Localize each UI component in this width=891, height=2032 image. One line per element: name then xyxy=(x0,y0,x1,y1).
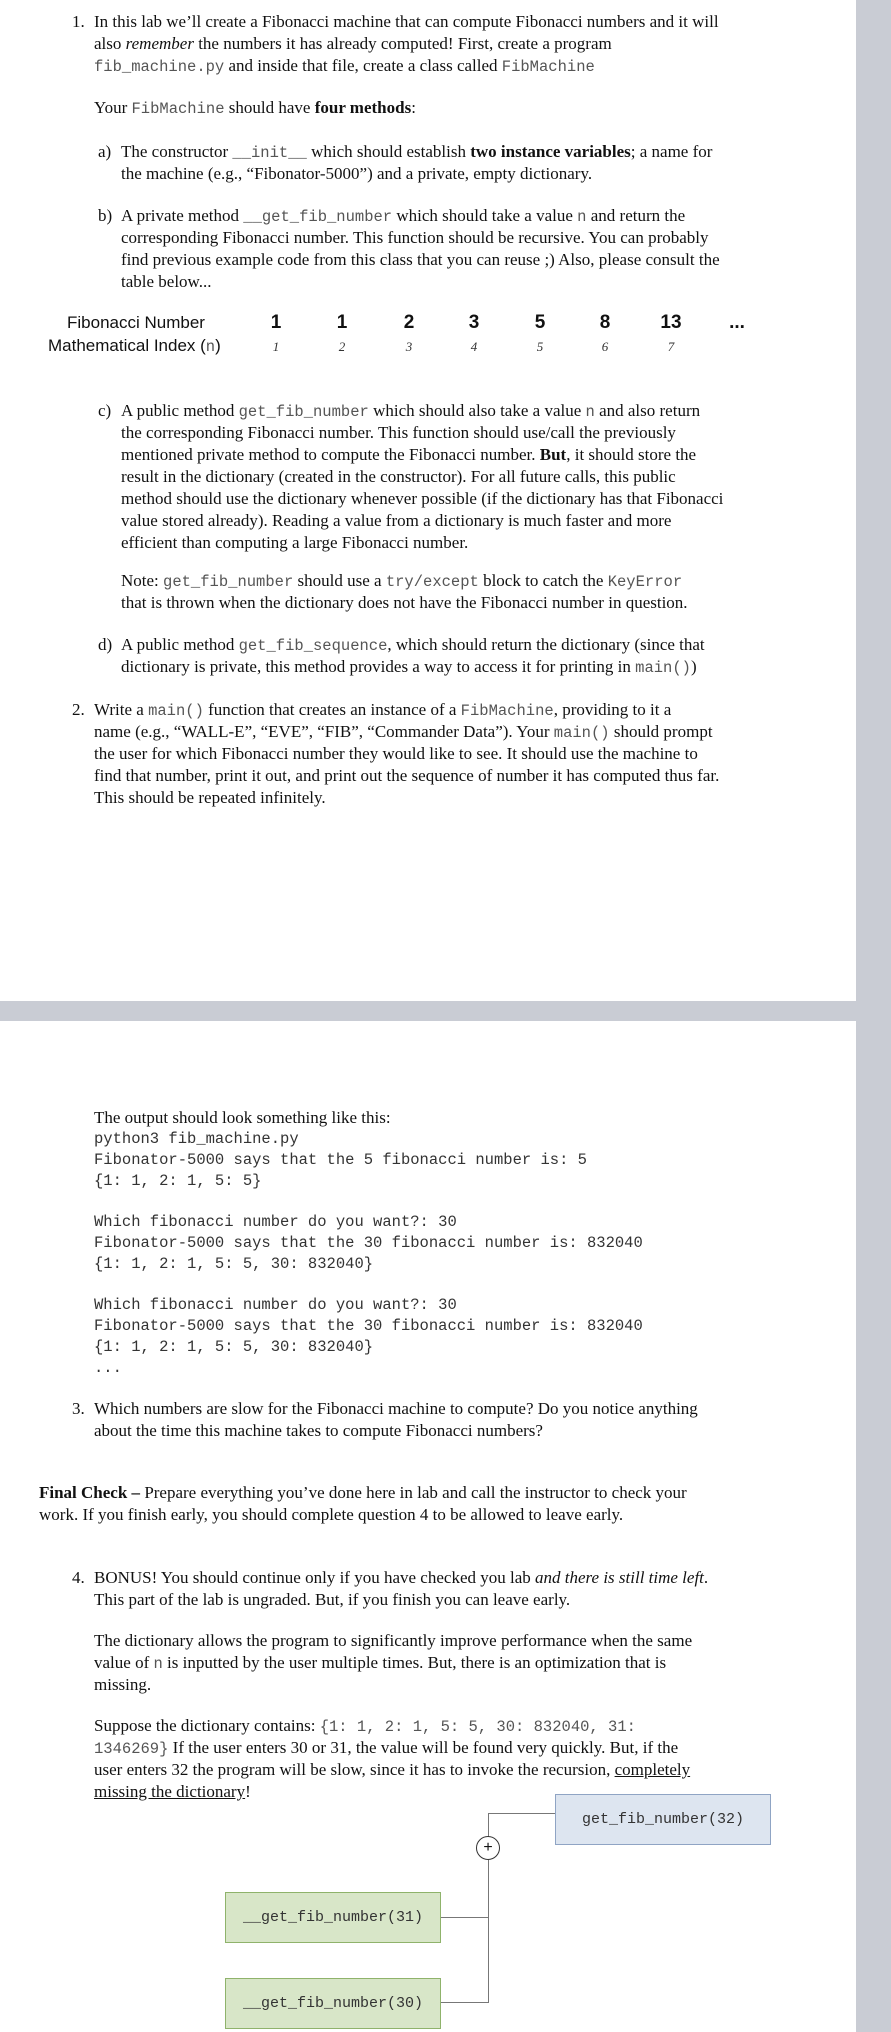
q1-four-methods: Your FibMachine should have four methods: xyxy=(94,98,416,118)
qc-note-line-1: Note: get_fib_number should use a try/except block to catch the KeyError xyxy=(121,571,683,591)
q1-line-3: fib_machine.py and inside that file, create a class called FibMachine xyxy=(94,56,595,76)
diagram-node-private-fib-30: __get_fib_number(30) xyxy=(225,1978,441,2029)
table-index: 6 xyxy=(601,339,609,354)
qd-label: d) xyxy=(98,635,113,654)
table-value: 5 xyxy=(534,312,546,333)
q1-line-2: also remember the numbers it has already computed! First, create a program xyxy=(94,34,612,53)
q4-p3-line-4: missing the dictionary! xyxy=(94,1782,251,1801)
q4-number: 4. xyxy=(72,1568,85,1587)
table-value: ... xyxy=(729,312,745,333)
q4-p2-line-3: missing. xyxy=(94,1675,152,1694)
qb-line-1: A private method __get_fib_number which should take a value n and return the xyxy=(121,206,686,226)
qb-line-4: table below... xyxy=(121,272,212,291)
diagram-node-private-fib-31: __get_fib_number(31) xyxy=(225,1892,441,1943)
q4-p2-line-1: The dictionary allows the program to significantly improve performance when the same xyxy=(94,1631,693,1650)
q2-number: 2. xyxy=(72,700,85,719)
connector-mid-horizontal xyxy=(440,1917,488,1918)
qb-label: b) xyxy=(98,206,113,225)
q1-number: 1. xyxy=(72,12,85,31)
connector-top-horizontal xyxy=(488,1813,556,1814)
table-row-label-index: Mathematical Index (n) xyxy=(48,336,221,356)
table-index: 7 xyxy=(667,339,675,354)
qc-line-1: A public method get_fib_number which should also take a value n and also return xyxy=(121,401,701,421)
output-intro: The output should look something like this: xyxy=(94,1108,391,1127)
table-index: 5 xyxy=(536,339,544,354)
qd-line-1: A public method get_fib_sequence, which should return the dictionary (since that xyxy=(121,635,705,655)
qa-line-1: The constructor __init__ which should establish two instance variables; a name for xyxy=(121,142,713,162)
page-2 xyxy=(0,1021,856,2032)
table-value: 13 xyxy=(660,312,682,333)
table-index: 3 xyxy=(405,339,413,354)
q2-line-2: name (e.g., “WALL-E”, “EVE”, “FIB”, “Commander Data”). Your main() should prompt xyxy=(94,722,713,742)
connector-bottom-horizontal xyxy=(440,2002,488,2003)
qc-line-2: the corresponding Fibonacci number. This function should use/call the previously xyxy=(121,423,676,442)
table-value: 8 xyxy=(599,312,611,333)
q4-p2-line-2: value of n is inputted by the user multiple times. But, there is an optimization that is xyxy=(94,1653,667,1673)
table-index: 2 xyxy=(338,339,346,354)
q3-line-1: Which numbers are slow for the Fibonacci machine to compute? Do you notice anything xyxy=(94,1399,698,1418)
qa-label: a) xyxy=(98,142,112,161)
qa-line-2: the machine (e.g., “Fibonator-5000”) and a private, empty dictionary. xyxy=(121,164,593,183)
q2-line-5: This should be repeated infinitely. xyxy=(94,788,326,807)
table-value: 1 xyxy=(270,312,282,333)
qc-line-7: efficient than computing a large Fibonacci number. xyxy=(121,533,469,552)
plus-icon: + xyxy=(476,1836,500,1860)
q3-line-2: about the time this machine takes to compute Fibonacci numbers? xyxy=(94,1421,543,1440)
right-scroll-gutter xyxy=(856,0,891,2032)
table-value: 2 xyxy=(403,312,415,333)
page-1 xyxy=(0,0,856,1001)
q3-number: 3. xyxy=(72,1399,85,1418)
qd-line-2: dictionary is private, this method provides a way to access it for printing in main()) xyxy=(121,657,697,677)
table-index: 1 xyxy=(272,339,280,354)
q4-p3-line-1: Suppose the dictionary contains: {1: 1, 2: 1, 5: 5, 30: 832040, 31: xyxy=(94,1716,636,1736)
table-row-label-fibonacci: Fibonacci Number xyxy=(67,313,205,332)
q2-line-1: Write a main() function that creates an instance of a FibMachine, providing to it a xyxy=(94,700,672,720)
qc-line-6: value stored already). Reading a value from a dictionary is much faster and more xyxy=(121,511,672,530)
qc-line-5: method should use the dictionary whenever possible (if the dictionary has that Fibonacci xyxy=(121,489,724,508)
table-value: 1 xyxy=(336,312,348,333)
output-code-block: python3 fib_machine.py Fibonator-5000 says that the 5 fibonacci number is: 5 {1: 1, 2: 1, 5: 5} Which fibonacci number do you want?: 30 Fibonator-5000 says that the 30 fibonacci number is: 832040 {1: 1, 2: 1, 5: 5, 30: 832040} Which fibonacci number do you want?: 30 Fibonator-5000 says that the 30 fibonacci number is: 832040 {1: 1, 2: 1, 5: 5, 30: 832040} ... xyxy=(94,1130,643,1377)
qc-note-line-2: that is thrown when the dictionary does not have the Fibonacci number in question. xyxy=(121,593,688,612)
q4-p3-line-3: user enters 32 the program will be slow, since it has to invoke the recursion, completely xyxy=(94,1760,691,1779)
qc-line-4: result in the dictionary (created in the constructor). For all future calls, this public xyxy=(121,467,676,486)
diagram-node-get-fib-32: get_fib_number(32) xyxy=(555,1794,771,1845)
qb-line-2: corresponding Fibonacci number. This function should be recursive. You can probably xyxy=(121,228,709,247)
final-check-line-2: work. If you finish early, you should complete question 4 to be allowed to leave early. xyxy=(39,1505,624,1524)
table-value: 3 xyxy=(468,312,480,333)
qb-line-3: find previous example code from this class that you can reuse ;) Also, please consult the xyxy=(121,250,720,269)
q1-line-1: In this lab we’ll create a Fibonacci machine that can compute Fibonacci numbers and it will xyxy=(94,12,719,31)
q2-line-4: find that number, print it out, and print out the sequence of number it has computed thus far. xyxy=(94,766,720,785)
q4-line-2: This part of the lab is ungraded. But, if you finish you can leave early. xyxy=(94,1590,571,1609)
q4-p3-line-2: 1346269} If the user enters 30 or 31, the value will be found very quickly. But, if the xyxy=(94,1738,679,1758)
qc-line-3: mentioned private method to compute the Fibonacci number. But, it should store the xyxy=(121,445,697,464)
qc-label: c) xyxy=(98,401,112,420)
q4-line-1: BONUS! You should continue only if you have checked you lab and there is still time left. xyxy=(94,1568,709,1587)
final-check-line-1: Final Check – Prepare everything you’ve done here in lab and call the instructor to check your xyxy=(39,1483,687,1502)
table-index: 4 xyxy=(470,339,478,354)
q2-line-3: the user for which Fibonacci number they would like to see. It should use the machine to xyxy=(94,744,698,763)
